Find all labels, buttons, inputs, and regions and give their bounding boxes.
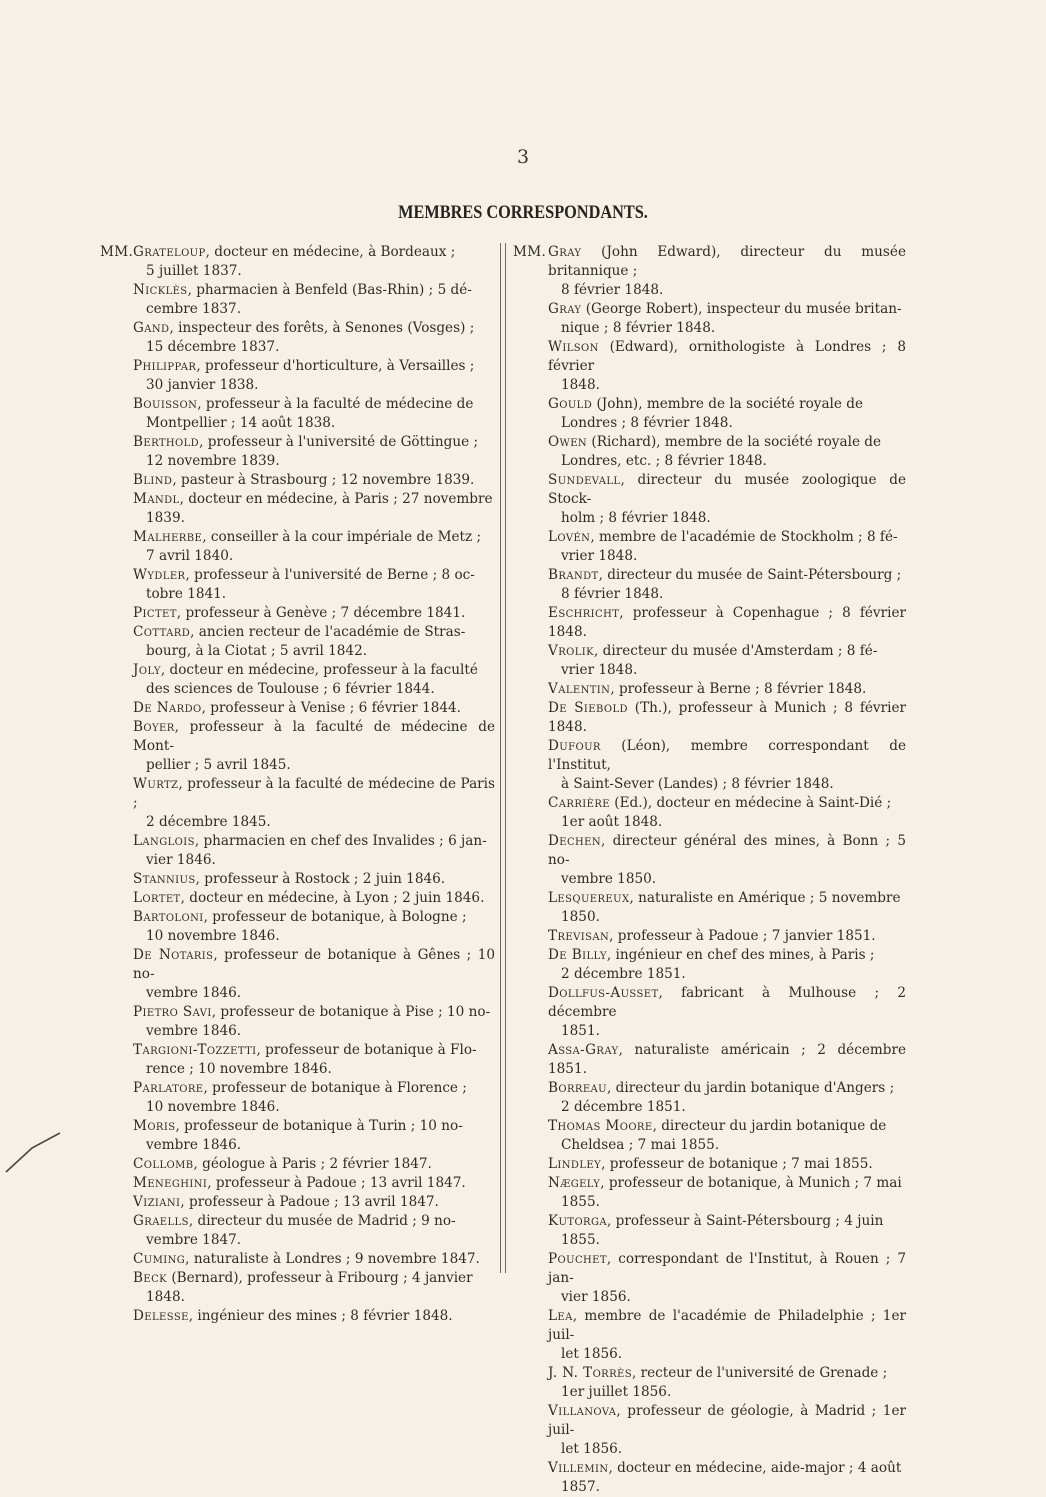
entry-line: Meneghini, professeur à Padoue ; 13 avril 1847. [133, 1175, 466, 1191]
entry-continuation: vier 1856. [561, 1289, 631, 1305]
member-entry [133, 1003, 495, 1041]
entry-line: Pouchet, correspondant de l'Institut, à Rouen ; 7 jan- [548, 1251, 906, 1286]
member-name: Gray [548, 301, 582, 317]
member-name: Eschricht [548, 605, 620, 621]
member-name: Joly [133, 662, 161, 678]
member-name: Cuming [133, 1251, 186, 1267]
member-entry [133, 566, 495, 604]
member-entry [133, 490, 495, 528]
entry-line: Dufour (Léon), membre correspondant de l'Institut, [548, 738, 906, 773]
member-name: Thomas Moore [548, 1118, 653, 1134]
member-name: Berthold [133, 434, 200, 450]
member-entry [548, 1364, 906, 1402]
entry-line: Mandl, docteur en médecine, à Paris ; 27 novembre [133, 491, 493, 507]
entry-continuation: 1839. [146, 510, 185, 526]
entry-line: Lea, membre de l'académie de Philadelphie ; 1er juil- [548, 1308, 906, 1343]
entry-line: Gould (John), membre de la société royale de [548, 396, 864, 412]
member-name: Wydler [133, 567, 186, 583]
member-entry [548, 1459, 906, 1497]
member-name: Villemin [548, 1460, 609, 1476]
member-entry [133, 395, 495, 433]
entry-continuation: 1848. [146, 1289, 185, 1305]
entry-line: Owen (Richard), membre de la société royale de [548, 434, 882, 450]
member-name: Langlois [133, 833, 195, 849]
member-entry [548, 243, 906, 300]
member-entry [548, 1041, 906, 1079]
entry-line: Brandt, directeur du musée de Saint-Pétersbourg ; [548, 567, 902, 583]
member-entry [548, 794, 906, 832]
entry-line: Villanova, professeur de géologie, à Madrid ; 1er juil- [548, 1403, 906, 1438]
entry-line: Vrolik, directeur du musée d'Amsterdam ; 8 fé- [548, 643, 878, 659]
member-name: Sundevall [548, 472, 621, 488]
member-entry [548, 889, 906, 927]
member-name: Wilson [548, 339, 599, 355]
member-name: De Siebold [548, 700, 628, 716]
left-entries [133, 243, 495, 1326]
entry-line: Cuming, naturaliste à Londres ; 9 novembre 1847. [133, 1251, 480, 1267]
entry-line: Pictet, professeur à Genève ; 7 décembre 1841. [133, 605, 466, 621]
member-name: Vrolik [548, 643, 595, 659]
entry-continuation: vembre 1846. [146, 1137, 242, 1153]
member-name: J. N. Torrès [548, 1365, 632, 1381]
member-entry [548, 832, 906, 889]
entry-line: Thomas Moore, directeur du jardin botanique de [548, 1118, 887, 1134]
member-entry [133, 1307, 495, 1326]
entry-continuation: 1er août 1848. [561, 814, 663, 830]
member-name: Malherbe [133, 529, 203, 545]
entry-line: Bouisson, professeur à la faculté de médecine de [133, 396, 474, 412]
member-entry [133, 775, 495, 832]
pencil-mark-icon [4, 1130, 64, 1175]
entry-continuation: 1848. [561, 377, 600, 393]
entry-line: Eschricht, professeur à Copenhague ; 8 février 1848. [548, 605, 906, 640]
column-divider [505, 243, 506, 1273]
member-name: Dollfus-Ausset [548, 985, 659, 1001]
entry-continuation: vembre 1847. [146, 1232, 242, 1248]
left-column [100, 243, 495, 1326]
entry-line: Gray (John Edward), directeur du musée britannique ; [548, 244, 906, 279]
entry-line: De Siebold (Th.), professeur à Munich ; 8 février 1848. [548, 700, 906, 735]
entry-continuation: 2 décembre 1851. [561, 1099, 686, 1115]
member-name: Lindley [548, 1156, 602, 1172]
entry-line: Wurtz, professeur à la faculté de médecine de Paris ; [133, 776, 495, 811]
entry-continuation: 1851. [561, 1023, 600, 1039]
entry-continuation: Montpellier ; 14 août 1838. [146, 415, 336, 431]
entry-line: Moris, professeur de botanique à Turin ; 10 no- [133, 1118, 463, 1134]
entry-continuation: holm ; 8 février 1848. [561, 510, 711, 526]
member-entry [548, 984, 906, 1041]
entry-line: Gray (George Robert), inspecteur du musée britan- [548, 301, 902, 317]
entry-line: Kutorga, professeur à Saint-Pétersbourg ; 4 juin [548, 1213, 884, 1229]
entry-line: Boyer, professeur à la faculté de médecine de Mont- [133, 719, 495, 754]
member-name: Viziani [133, 1194, 181, 1210]
entry-continuation: 8 février 1848. [561, 586, 664, 602]
right-column [513, 243, 906, 1497]
entry-line: Malherbe, conseiller à la cour impériale de Metz ; [133, 529, 482, 545]
member-name: Collomb [133, 1156, 194, 1172]
entry-line: De Nardo, professeur à Venise ; 6 février 1844. [133, 700, 462, 716]
entry-line: Graells, directeur du musée de Madrid ; 9 no- [133, 1213, 456, 1229]
member-entry [133, 832, 495, 870]
entry-continuation: 2 décembre 1845. [146, 814, 271, 830]
entry-line: Viziani, professeur à Padoue ; 13 avril 1847. [133, 1194, 439, 1210]
entry-line: Cottard, ancien recteur de l'académie de Stras- [133, 624, 466, 640]
member-entry [133, 357, 495, 395]
member-entry [133, 889, 495, 908]
member-name: Kutorga [548, 1213, 607, 1229]
member-name: Cottard [133, 624, 191, 640]
member-name: Grateloup [133, 244, 206, 260]
member-entry [548, 338, 906, 395]
entry-continuation: rence ; 10 novembre 1846. [146, 1061, 332, 1077]
entry-continuation: vembre 1850. [561, 871, 657, 887]
entry-continuation: vrier 1848. [561, 662, 638, 678]
entry-line: Pietro Savi, professeur de botanique à Pise ; 10 no- [133, 1004, 491, 1020]
member-name: Wurtz [133, 776, 179, 792]
member-name: De Billy [548, 947, 607, 963]
entry-continuation: Londres ; 8 février 1848. [561, 415, 733, 431]
member-name: Borreau [548, 1080, 607, 1096]
entry-line: Delesse, ingénieur des mines ; 8 février 1848. [133, 1308, 453, 1324]
member-entry [133, 319, 495, 357]
member-name: Nicklès [133, 282, 188, 298]
member-name: Graells [133, 1213, 189, 1229]
member-entry [133, 1117, 495, 1155]
member-entry [548, 433, 906, 471]
entry-continuation: tobre 1841. [146, 586, 227, 602]
entry-line: De Notaris, professeur de botanique à Gênes ; 10 no- [133, 947, 495, 982]
entry-continuation: vembre 1846. [146, 1023, 242, 1039]
entry-line: Assa-Gray, naturaliste américain ; 2 décembre 1851. [548, 1042, 906, 1077]
entry-continuation: nique ; 8 février 1848. [561, 320, 716, 336]
entry-line: Wilson (Edward), ornithologiste à Londres ; 8 février [548, 339, 906, 374]
member-name: Lortet [133, 890, 181, 906]
entry-line: Langlois, pharmacien en chef des Invalides ; 6 jan- [133, 833, 487, 849]
entry-line: Lortet, docteur en médecine, à Lyon ; 2 juin 1846. [133, 890, 485, 906]
member-entry [548, 1212, 906, 1250]
member-entry [548, 737, 906, 794]
member-entry [133, 718, 495, 775]
member-name: Nægely [548, 1175, 601, 1191]
member-entry [133, 528, 495, 566]
member-entry [548, 680, 906, 699]
member-name: Beck [133, 1270, 168, 1286]
page-number: 3 [516, 146, 530, 168]
entry-continuation: Cheldsea ; 7 mai 1855. [561, 1137, 720, 1153]
member-entry [133, 1041, 495, 1079]
member-entry [133, 1079, 495, 1117]
member-name: Trevisan [548, 928, 610, 944]
member-entry [548, 699, 906, 737]
member-name: Lea [548, 1308, 573, 1324]
member-name: Pietro Savi [133, 1004, 212, 1020]
member-name: Gray [548, 244, 582, 260]
member-entry [133, 604, 495, 623]
entry-line: J. N. Torrès, recteur de l'université de Grenade ; [548, 1365, 888, 1381]
member-name: Villanova [548, 1403, 617, 1419]
entry-line: Blind, pasteur à Strasbourg ; 12 novembre 1839. [133, 472, 475, 488]
member-name: Brandt [548, 567, 599, 583]
member-entry [548, 300, 906, 338]
member-entry [133, 243, 495, 281]
entry-line: Beck (Bernard), professeur à Fribourg ; 4 janvier [133, 1270, 473, 1286]
entry-continuation: 1857. [561, 1479, 600, 1495]
member-name: Boyer [133, 719, 175, 735]
member-entry [548, 566, 906, 604]
member-entry [133, 908, 495, 946]
entry-line: Targioni-Tozzetti, professeur de botanique à Flo- [133, 1042, 477, 1058]
entry-line: Gand, inspecteur des forêts, à Senones (Vosges) ; [133, 320, 475, 336]
entry-continuation: 15 décembre 1837. [146, 339, 280, 355]
entry-continuation: 2 décembre 1851. [561, 966, 686, 982]
member-entry [133, 1250, 495, 1269]
member-entry [133, 1174, 495, 1193]
entry-continuation: 10 novembre 1846. [146, 928, 280, 944]
entry-line: Lovén, membre de l'académie de Stockholm ; 8 fé- [548, 529, 898, 545]
member-entry [133, 281, 495, 319]
entry-continuation: 12 novembre 1839. [146, 453, 280, 469]
mm-prefix-left: MM. [100, 244, 134, 260]
entry-continuation: 30 janvier 1838. [146, 377, 259, 393]
entry-line: Wydler, professeur à l'université de Berne ; 8 oc- [133, 567, 475, 583]
entry-line: Grateloup, docteur en médecine, à Bordeaux ; [133, 244, 456, 260]
entry-continuation: vrier 1848. [561, 548, 638, 564]
entry-continuation: cembre 1837. [146, 301, 242, 317]
entry-continuation: let 1856. [561, 1346, 623, 1362]
entry-line: Dollfus-Ausset, fabricant à Mulhouse ; 2 décembre [548, 985, 906, 1020]
entry-line: Nicklès, pharmacien à Benfeld (Bas-Rhin) ; 5 dé- [133, 282, 472, 298]
entry-continuation: 1850. [561, 909, 600, 925]
member-entry [133, 946, 495, 1003]
member-name: Delesse [133, 1308, 189, 1324]
member-entry [548, 1079, 906, 1117]
entry-line: Valentin, professeur à Berne ; 8 février 1848. [548, 681, 867, 697]
member-name: Pouchet [548, 1251, 607, 1267]
member-entry [133, 471, 495, 490]
member-name: Pictet [133, 605, 177, 621]
member-name: Bartoloni [133, 909, 204, 925]
column-divider [500, 243, 501, 1273]
entry-line: Borreau, directeur du jardin botanique d'Angers ; [548, 1080, 895, 1096]
entry-line: Lindley, professeur de botanique ; 7 mai 1855. [548, 1156, 873, 1172]
member-entry [548, 1155, 906, 1174]
entry-line: Nægely, professeur de botanique, à Munich ; 7 mai [548, 1175, 902, 1191]
member-name: Philippar [133, 358, 197, 374]
member-name: Owen [548, 434, 588, 450]
entry-line: Carrière (Ed.), docteur en médecine à Saint-Dié ; [548, 795, 892, 811]
right-entries [548, 243, 906, 1497]
member-entry [548, 1307, 906, 1364]
member-name: Parlatore [133, 1080, 204, 1096]
entry-line: Bartoloni, professeur de botanique, à Bologne ; [133, 909, 467, 925]
member-name: Lesquereux [548, 890, 630, 906]
member-name: De Nardo [133, 700, 202, 716]
entry-continuation: Londres, etc. ; 8 février 1848. [561, 453, 767, 469]
mm-prefix-right: MM. [513, 244, 547, 260]
member-entry [548, 395, 906, 433]
member-name: Dufour [548, 738, 601, 754]
entry-line: Berthold, professeur à l'université de Göttingue ; [133, 434, 479, 450]
entry-line: Collomb, géologue à Paris ; 2 février 1847. [133, 1156, 432, 1172]
member-entry [548, 1402, 906, 1459]
member-name: De Notaris [133, 947, 214, 963]
member-name: Bouisson [133, 396, 198, 412]
entry-continuation: des sciences de Toulouse ; 6 février 1844. [146, 681, 435, 697]
member-entry [133, 623, 495, 661]
entry-continuation: 5 juillet 1837. [146, 263, 242, 279]
member-name: Mandl [133, 491, 180, 507]
member-name: Meneghini [133, 1175, 208, 1191]
member-entry [548, 604, 906, 642]
entry-line: Stannius, professeur à Rostock ; 2 juin 1846. [133, 871, 446, 887]
member-entry [133, 661, 495, 699]
member-entry [548, 528, 906, 566]
entry-line: Joly, docteur en médecine, professeur à la faculté [133, 662, 478, 678]
entry-continuation: 8 février 1848. [561, 282, 664, 298]
entry-line: Dechen, directeur général des mines, à Bonn ; 5 no- [548, 833, 906, 868]
entry-line: Philippar, professeur d'horticulture, à Versailles ; [133, 358, 475, 374]
entry-continuation: vembre 1846. [146, 985, 242, 1001]
member-entry [548, 1250, 906, 1307]
entry-line: Sundevall, directeur du musée zoologique de Stock- [548, 472, 906, 507]
entry-line: Villemin, docteur en médecine, aide-major ; 4 août [548, 1460, 902, 1476]
entry-continuation: 10 novembre 1846. [146, 1099, 280, 1115]
entry-line: Lesquereux, naturaliste en Amérique ; 5 novembre [548, 890, 901, 906]
member-entry [548, 946, 906, 984]
member-name: Blind [133, 472, 173, 488]
entry-continuation: à Saint-Sever (Landes) ; 8 février 1848. [561, 776, 834, 792]
entry-line: Trevisan, professeur à Padoue ; 7 janvier 1851. [548, 928, 876, 944]
member-name: Targioni-Tozzetti [133, 1042, 257, 1058]
entry-continuation: 1er juillet 1856. [561, 1384, 672, 1400]
entry-continuation: 1855. [561, 1194, 600, 1210]
member-entry [133, 699, 495, 718]
entry-continuation: let 1856. [561, 1441, 623, 1457]
member-name: Gand [133, 320, 170, 336]
member-entry [548, 1174, 906, 1212]
member-name: Moris [133, 1118, 176, 1134]
entry-continuation: 1855. [561, 1232, 600, 1248]
entry-line: Parlatore, professeur de botanique à Florence ; [133, 1080, 467, 1096]
member-entry [133, 433, 495, 471]
entry-line: De Billy, ingénieur en chef des mines, à Paris ; [548, 947, 875, 963]
member-entry [133, 1155, 495, 1174]
section-title: MEMBRES CORRESPONDANTS. [398, 203, 648, 223]
member-name: Valentin [548, 681, 611, 697]
member-name: Dechen [548, 833, 602, 849]
member-name: Stannius [133, 871, 196, 887]
member-name: Gould [548, 396, 593, 412]
entry-continuation: bourg, à la Ciotat ; 5 avril 1842. [146, 643, 368, 659]
member-entry [548, 927, 906, 946]
member-name: Lovén [548, 529, 591, 545]
member-entry [548, 1117, 906, 1155]
entry-continuation: vier 1846. [146, 852, 216, 868]
member-entry [548, 642, 906, 680]
entry-continuation: 7 avril 1840. [146, 548, 234, 564]
member-entry [133, 1212, 495, 1250]
member-entry [133, 1193, 495, 1212]
member-entry [133, 1269, 495, 1307]
member-name: Assa-Gray [548, 1042, 619, 1058]
entry-continuation: pellier ; 5 avril 1845. [146, 757, 291, 773]
member-name: Carrière [548, 795, 610, 811]
member-entry [548, 471, 906, 528]
member-entry [133, 870, 495, 889]
